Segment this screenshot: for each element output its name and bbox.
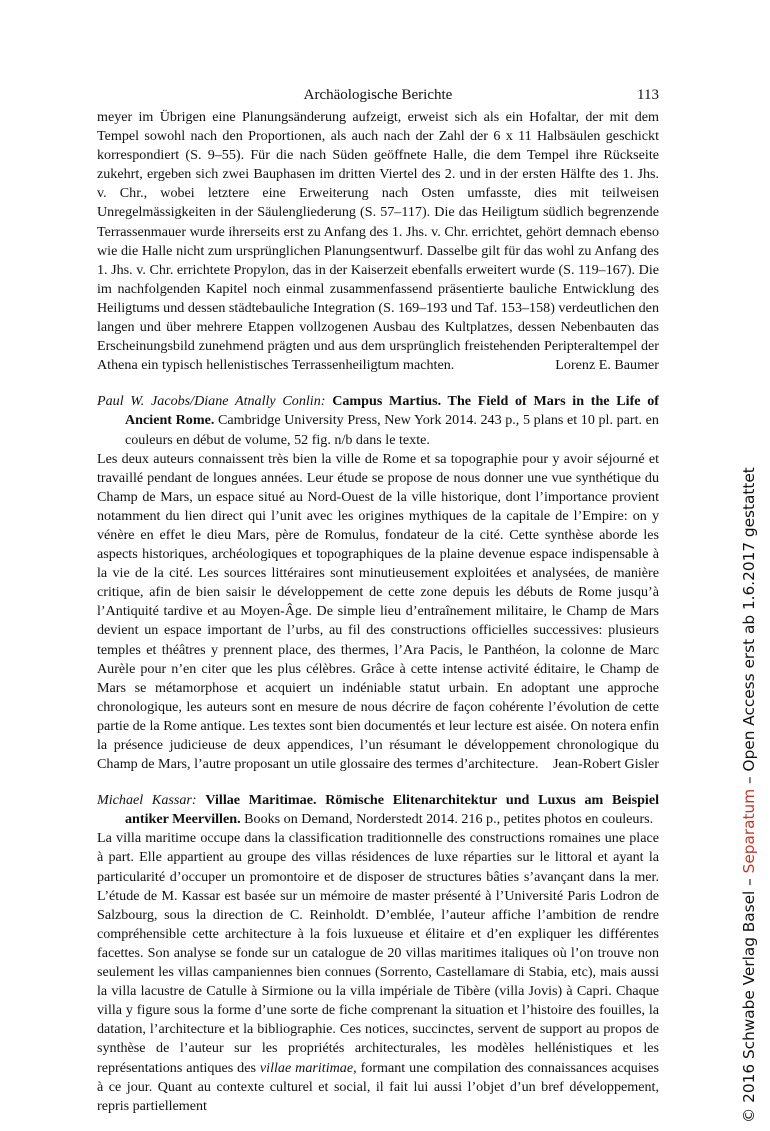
open-access-text: – Open Access erst ab 1.6.2017 gestattet	[740, 467, 758, 789]
reviewer-signature: Jean-Robert Gisler	[552, 756, 659, 773]
book-author: Michael Kassar:	[97, 792, 197, 809]
reviewer-signature: Lorenz E. Baumer	[555, 357, 659, 374]
review-text-part-1: La villa maritime occupe dans la classification traditionnelle des constructions romaines une place à part. Elle appartient au groupe des villas résidences de luxe réparties sur le littoral et ayant la particularité d’occuper un promontoire et de disposer de structures bâties s’avançant dans la mer. L’étude de M. Kassar est basée sur un mémoire de master présenté à l’Université Paris Lodron de Salzbourg, sous la direction de C. Reinholdt. D’emblée, l’auteur affiche l’ambition de rendre compréhensible cette architecture à la fois luxueuse et élitaire et d’en expliquer les différentes facettes. Son analyse se fonde sur un catalogue de 20 villas maritimes italiques où l’on trouve non seulement les villas campaniennes bien connues (Sorrento, Castellamare di Stabia, etc), mais aussi la villa lacustre de Catulle à Sirmione ou la villa impériale de Tibère (villa Jovis) à Capri. Chaque villa y figure sous la forme d’une sorte de fiche comprenant la situation et l’histoire des fouilles, la datation, l’architecture et la bibliographie. Ces notices, succinctes, servent de support au propos de synthèse de l’auteur sur les propriétés architecturales, les modèles hellénistiques et les représentations antiques des	[97, 830, 659, 1076]
review-lorenz-baumer-continued	[97, 108, 659, 375]
review-villae-maritimae	[97, 791, 659, 1116]
separatum-highlight: Separatum	[740, 788, 758, 874]
bibliographic-entry	[97, 791, 659, 829]
page-number: 113	[637, 87, 659, 103]
copyright-side-note	[738, 467, 760, 1123]
running-title: Archäologische Berichte	[303, 87, 453, 103]
review-paragraph	[97, 450, 659, 775]
book-authors: Paul W. Jacobs/Diane Atnally Conlin:	[97, 393, 326, 410]
review-text-part-2: , formant une compilation des connaissances acquises à ce jour. Quant au contexte culturel et social, il fait lui aussi l’objet d’un bref développement, repris partiellement	[97, 1059, 659, 1114]
review-paragraph	[97, 829, 659, 1115]
review-campus-martius	[97, 392, 659, 774]
bibliographic-entry	[97, 392, 659, 449]
page-body	[97, 108, 659, 1116]
review-text: Les deux auteurs connaissent très bien la ville de Rome et sa topographie pour y avoir séjourné et travaillé pendant de longues années. Leur étude se propose de nous donner une vue synthétique du Champ de Mars, un espace situé au Nord-Ouest de la ville historique, dont l’importance provient notamment du lien direct qui l’unit avec les origines mythiques de la capitale de l’Empire: on y vénère en effet le dieu Mars, père de Romulus, fondateur de la cité. Cette synthèse aborde les aspects historiques, archéologiques et topographiques de la plaine devenue espace indispensable à la vie de la cité. Les sources littéraires sont minutieusement exploitées et analysées, de manière critique, afin de bien saisir le développement de cette zone depuis les débuts de Rome jusqu’à l’Antiquité tardive et au Moyen-Âge. De simple lieu d’entraînement militaire, le Champ de Mars devient un espace important de l’urbs, au fil des constructions officielles successives: plusieurs temples et théâtres y prennent place, des thermes, l’Ara Pacis, le Panthéon, la colonne de Marc Aurèle pour n’en citer que les plus célèbres. Grâce à cette intense activité éditaire, le Champ de Mars se métamorphose et acquiert un indéniable statut urbain. En adoptant une approche chronologique, les auteurs sont en mesure de nous décrire de façon cohérente l’évolution de cette partie de la Rome antique. Les textes sont bien documentés et leur lecture est aisée. On notera enfin la présence judicieuse de deux appendices, l’un résumant le développement chronologique du Champ de Mars, l’autre proposant un utile glossaire des termes d’architecture.	[97, 450, 659, 773]
copyright-text: © 2016 Schwabe Verlag Basel –	[740, 873, 758, 1123]
book-title: Villae Maritimae. Römische Elitenarchitektur und Luxus am Beispiel antiker Meervillen.	[125, 792, 660, 828]
review-text: meyer im Übrigen eine Planungsänderung aufzeigt, erweist sich als ein Hofaltar, der mit dem Tempel sowohl nach den Proportionen, als auch nach der Zahl der 6 x 11 Halbsäulen geschickt korrespondiert (S. 9–55). Für die nach Süden geöffnete Halle, die dem Tempel ihre Rückseite zukehrt, ergeben sich zwei Bauphasen im dritten Viertel des 2. und in der ersten Hälfte des 1. Jhs. v. Chr., wobei letztere eine Erweiterung nach Osten umfasste, dies mit teilweisen Unregelmässigkeiten in der Säulengliederung (S. 57–117). Die das Heiligtum südlich begrenzende Terrassenmauer wurde ihrerseits erst zu Anfang des 1. Jhs. v. Chr. errichtet, gehört demnach ebenso wie die Halle nicht zum ursprünglichen Planungsentwurf. Dasselbe gilt für das wohl zu Anfang des 1. Jhs. v. Chr. errichtete Propylon, das in der Kaiserzeit ebenfalls erweitert wurde (S. 119–167). Die im nachfolgenden Kapitel noch einmal zusammenfassend präsentierte bauliche Entwicklung des Heiligtums und dessen städtebauliche Integration (S. 169–193 und Taf. 153–158) verdeutlichen den langen und über mehrere Etappen vollzogenen Ausbau des Kultplatzes, dessen Nebenbauten das Erscheinungsbild zunehmend prägten und aus dem ursprünglich freistehenden Peripteraltempel der Athena ein typisch hellenistisches Terrassenheiligtum machten.	[97, 109, 659, 374]
publication-details: Books on Demand, Norderstedt 2014. 216 p., petites photos en couleurs.	[244, 811, 654, 828]
italic-term: villae maritimae	[259, 1059, 354, 1076]
publication-details: Cambridge University Press, New York 2014. 243 p., 5 plans et 10 pl. part. en couleurs en début de volume, 52 fig. n/b dans le texte.	[125, 412, 659, 448]
book-title: Campus Martius. The Field of Mars in the Life of Ancient Rome.	[125, 393, 659, 429]
